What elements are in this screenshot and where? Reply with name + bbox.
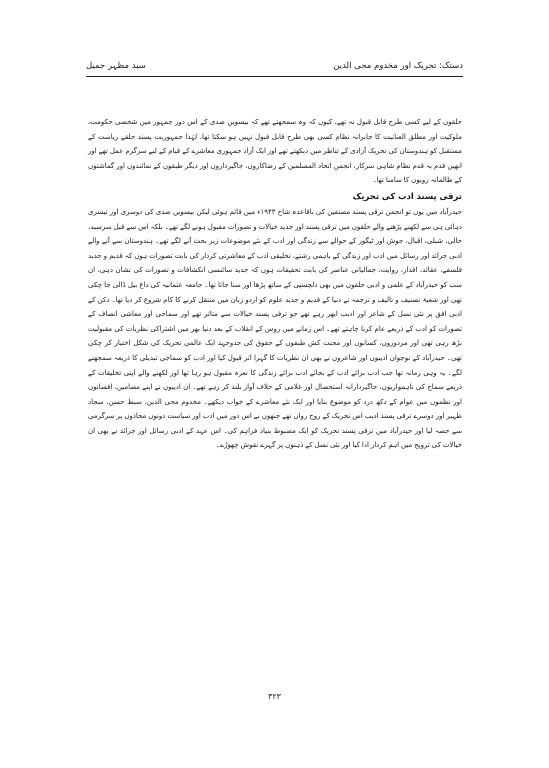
article-body (88, 115, 462, 453)
journal-title: دستک: تحریک اور مخدوم محی الدین (333, 61, 463, 71)
paragraph-intro: حلقوں کے لیے کسی طرح قابل قبول نہ تھے، کیوں کہ وہ سمجھتے تھے کہ بیسویں صدی کے اس دور جمہور میں شخصی حکومت، ملوکیت اور مطلق العنانیت کا جابرانہ نظام کسی بھی طرح قابل قبول نہیں ہو سکتا تھا، لہٰذا جمہوریت پسند حلقے ریاست کے مستقبل کو ہندوستان کی تحریک آزادی کے تناظر میں دیکھتے تھے اور ایک آزاد جمہوری معاشرے کے قیام کے لیے سرگرم عمل تھے اور انھیں قدم بہ قدم نظام شاہی سرکار، انجمن اتحاد المسلمین کے رضاکاروں، جاگیرداروں اور دیگر طبقوں کے نمائندوں اور گماشتوں کے ظالمانہ رویوں کا سامنا تھا۔ (88, 118, 462, 185)
paragraph-main: حیدرآباد میں یوں تو انجمن ترقی پسند مصنفین کی باقاعدہ شاخ ۱۹۴۳ء میں قائم ہوئی لیکن بیسویں صدی کی دوسری اور تیسری دہائی ہی سے لکھنے پڑھنے والے حلقوں میں ترقی پسند اور جدید خیالات و تصورات مقبول ہونے لگے تھے۔ بلکہ اس سے قبل سرسید، حالی، شبلی، اقبال، جوش اور ٹیگور کے حوالے سے زندگی اور ادب کے نئے موضوعات زیر بحث آنے لگے تھے۔ ہندوستان سے آنے والے ادبی جرائد اور رسائل میں ادب اور زندگی کے باہمی رشتے، تخلیقی ادب کے معاشرتی کردار کی بابت تصورات ہوں کہ قدیم و جدید فلسفے، عقائد، اقدار، روایت، جمالیاتی عناصر کی بابت تحقیقات ہوں کہ جدید سائنسی انکشافات و تصورات کی نشان دہی، ان سب کو حیدرآباد کے علمی و ادبی حلقوں میں بھی دلچسپی کے ساتھ پڑھا اور سنا جاتا تھا۔ جامعہ عثمانیہ کی داغ بیل ڈالی جا چکی تھی اور شعبۂ تصنیف و تالیف و ترجمہ نے دنیا کے قدیم و جدید علوم کو اردو زبان میں منتقل کرنے کا کام شروع کر دیا تھا۔ دکن کے ادبی افق پر نئی نسل کے شاعر اور ادیب ابھر رہے تھے جو ترقی پسند خیالات سے متاثر تھے اور سماجی اور معاشی انصاف کے تصورات کو ادب کے ذریعے عام کرنا چاہتے تھے۔ اس زمانے میں روس کے انقلاب کے بعد دنیا بھر میں اشتراکی نظریات کی مقبولیت بڑھ رہی تھی اور مزدوروں، کسانوں اور محنت کش طبقوں کے حقوق کی جدوجہد ایک عالمی تحریک کی شکل اختیار کر چکی تھی۔ حیدرآباد کے نوجوان ادیبوں اور شاعروں نے بھی ان نظریات کا گہرا اثر قبول کیا اور ادب کو سماجی تبدیلی کا ذریعہ سمجھنے لگے۔ یہ وہی زمانہ تھا جب ادب برائے ادب کے بجائے ادب برائے زندگی کا نعرہ مقبول ہو رہا تھا اور لکھنے والے اپنی تخلیقات کے ذریعے سماج کی ناہمواریوں، جاگیردارانہ استحصال اور غلامی کے خلاف آواز بلند کر رہے تھے۔ ان ادیبوں نے اپنے مضامین، افسانوں اور نظموں میں عوام کے دکھ درد کو موضوع بنایا اور ایک نئے معاشرے کے خواب دیکھے۔ مخدوم محی الدین، سبط حسن، سجاد ظہیر اور دوسرے ترقی پسند ادیب اس تحریک کے روح رواں تھے جنھوں نے اس دور میں ادب اور سیاست دونوں محاذوں پر سرگرمی سے حصہ لیا اور حیدرآباد میں ترقی پسند تحریک کو ایک مضبوط بنیاد فراہم کی۔ اس عہد کے ادبی رسائل اور جرائد نے بھی ان خیالات کی ترویج میں اہم کردار ادا کیا اور نئی نسل کے ذہنوں پر گہرے نقوش چھوڑے۔ (88, 207, 462, 450)
running-header (86, 58, 463, 74)
author-name: سید مظہر جمیل (86, 61, 146, 71)
header-divider (86, 76, 463, 77)
section-heading: ترقی پسند ادب کی تحریک (352, 191, 462, 202)
page-number: ۳۲۳ (268, 692, 281, 701)
